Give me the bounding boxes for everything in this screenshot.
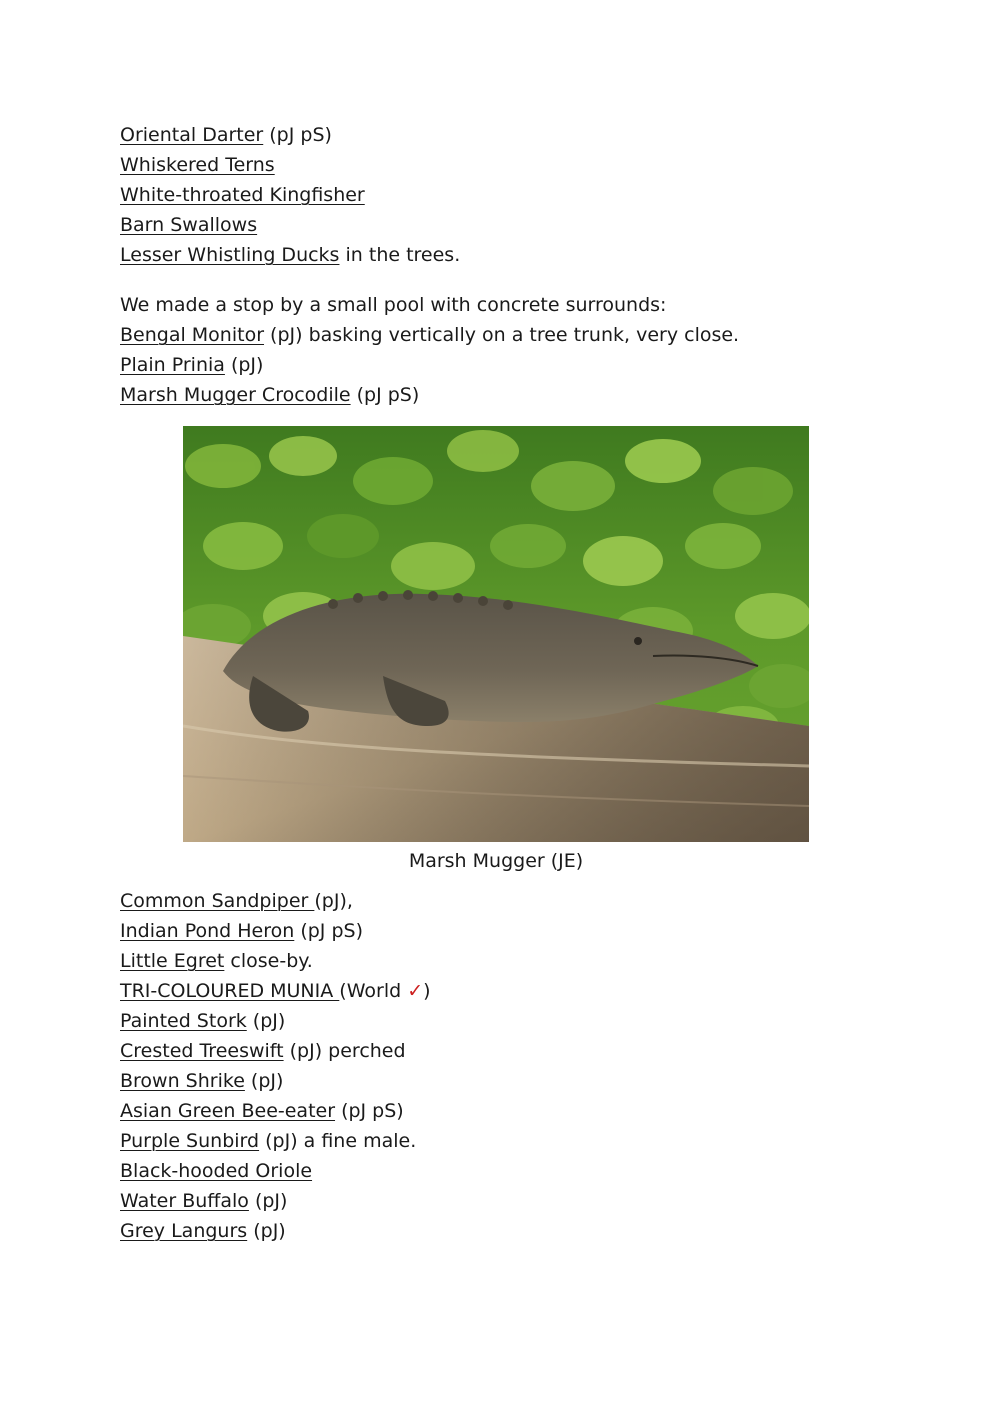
species-link[interactable]: Black-hooded Oriole [120, 1160, 313, 1182]
species-note: in the trees. [339, 244, 461, 266]
intro-text: We made a stop by a small pool with concrete surrounds: [120, 294, 667, 316]
species-note: (pJ) a fine male. [259, 1130, 417, 1152]
species-link[interactable]: Marsh Mugger Crocodile [120, 384, 351, 406]
species-line [120, 1096, 404, 1126]
species-link[interactable]: Little Egret [120, 950, 225, 972]
species-note: (pJ), [314, 890, 353, 912]
species-line [120, 916, 363, 946]
species-line [120, 1156, 312, 1186]
species-note: (pJ) [248, 1190, 288, 1212]
species-link[interactable]: Crested Treeswift [120, 1040, 284, 1062]
species-note: (pJ) [247, 1220, 286, 1242]
species-line [120, 1036, 406, 1066]
species-link[interactable]: Grey Langurs [120, 1220, 248, 1242]
species-note: (pJ) [224, 354, 264, 376]
species-link[interactable]: Bengal Monitor [120, 324, 265, 346]
species-link[interactable]: Asian Green Bee-eater [120, 1100, 336, 1122]
species-link[interactable]: Purple Sunbird [120, 1130, 260, 1152]
species-note: (pJ) [244, 1070, 284, 1092]
species-note: (pJ) perched [283, 1040, 406, 1062]
species-link[interactable]: Brown Shrike [120, 1070, 245, 1092]
species-note: (pJ pS) [294, 920, 363, 942]
species-note: (pJ pS) [335, 1100, 404, 1122]
checkmark-icon: ✓ [407, 980, 424, 1002]
species-link[interactable]: Indian Pond Heron [120, 920, 295, 942]
crocodile-photo [183, 426, 809, 842]
species-line [120, 350, 263, 380]
species-line [120, 180, 365, 210]
species-line [120, 150, 275, 180]
species-link[interactable]: Lesser Whistling Ducks [120, 244, 340, 266]
species-line [120, 380, 419, 410]
species-note: close-by. [224, 950, 313, 972]
species-line [120, 886, 353, 916]
species-link[interactable]: Water Buffalo [120, 1190, 249, 1212]
species-note: (pJ pS) [263, 124, 332, 146]
species-line [120, 240, 460, 270]
species-link[interactable]: Whiskered Terns [120, 154, 275, 176]
species-link[interactable]: Common Sandpiper [120, 890, 315, 912]
species-line [120, 1066, 283, 1096]
photo-caption: Marsh Mugger (JE) [408, 850, 584, 872]
species-link[interactable]: Plain Prinia [120, 354, 225, 376]
species-link[interactable]: White-throated Kingfisher [120, 184, 365, 206]
species-note: (pJ pS) [350, 384, 420, 406]
species-link[interactable]: Barn Swallows [120, 214, 258, 236]
species-link[interactable]: Oriental Darter [120, 124, 264, 146]
species-line [120, 1006, 285, 1036]
species-note: (pJ) basking vertically on a tree trunk, very close. [264, 324, 740, 346]
species-link[interactable]: TRI-COLOURED MUNIA [120, 980, 340, 1002]
species-line [120, 1216, 286, 1246]
species-note: (World [339, 980, 408, 1002]
species-line [120, 320, 739, 350]
species-link[interactable]: Painted Stork [120, 1010, 247, 1032]
species-line [120, 1126, 416, 1156]
species-line [120, 976, 431, 1006]
species-line [120, 1186, 287, 1216]
species-line [120, 210, 257, 240]
species-note: (pJ) [246, 1010, 286, 1032]
species-note: ) [423, 980, 431, 1002]
species-line [120, 120, 332, 150]
species-line [120, 946, 313, 976]
